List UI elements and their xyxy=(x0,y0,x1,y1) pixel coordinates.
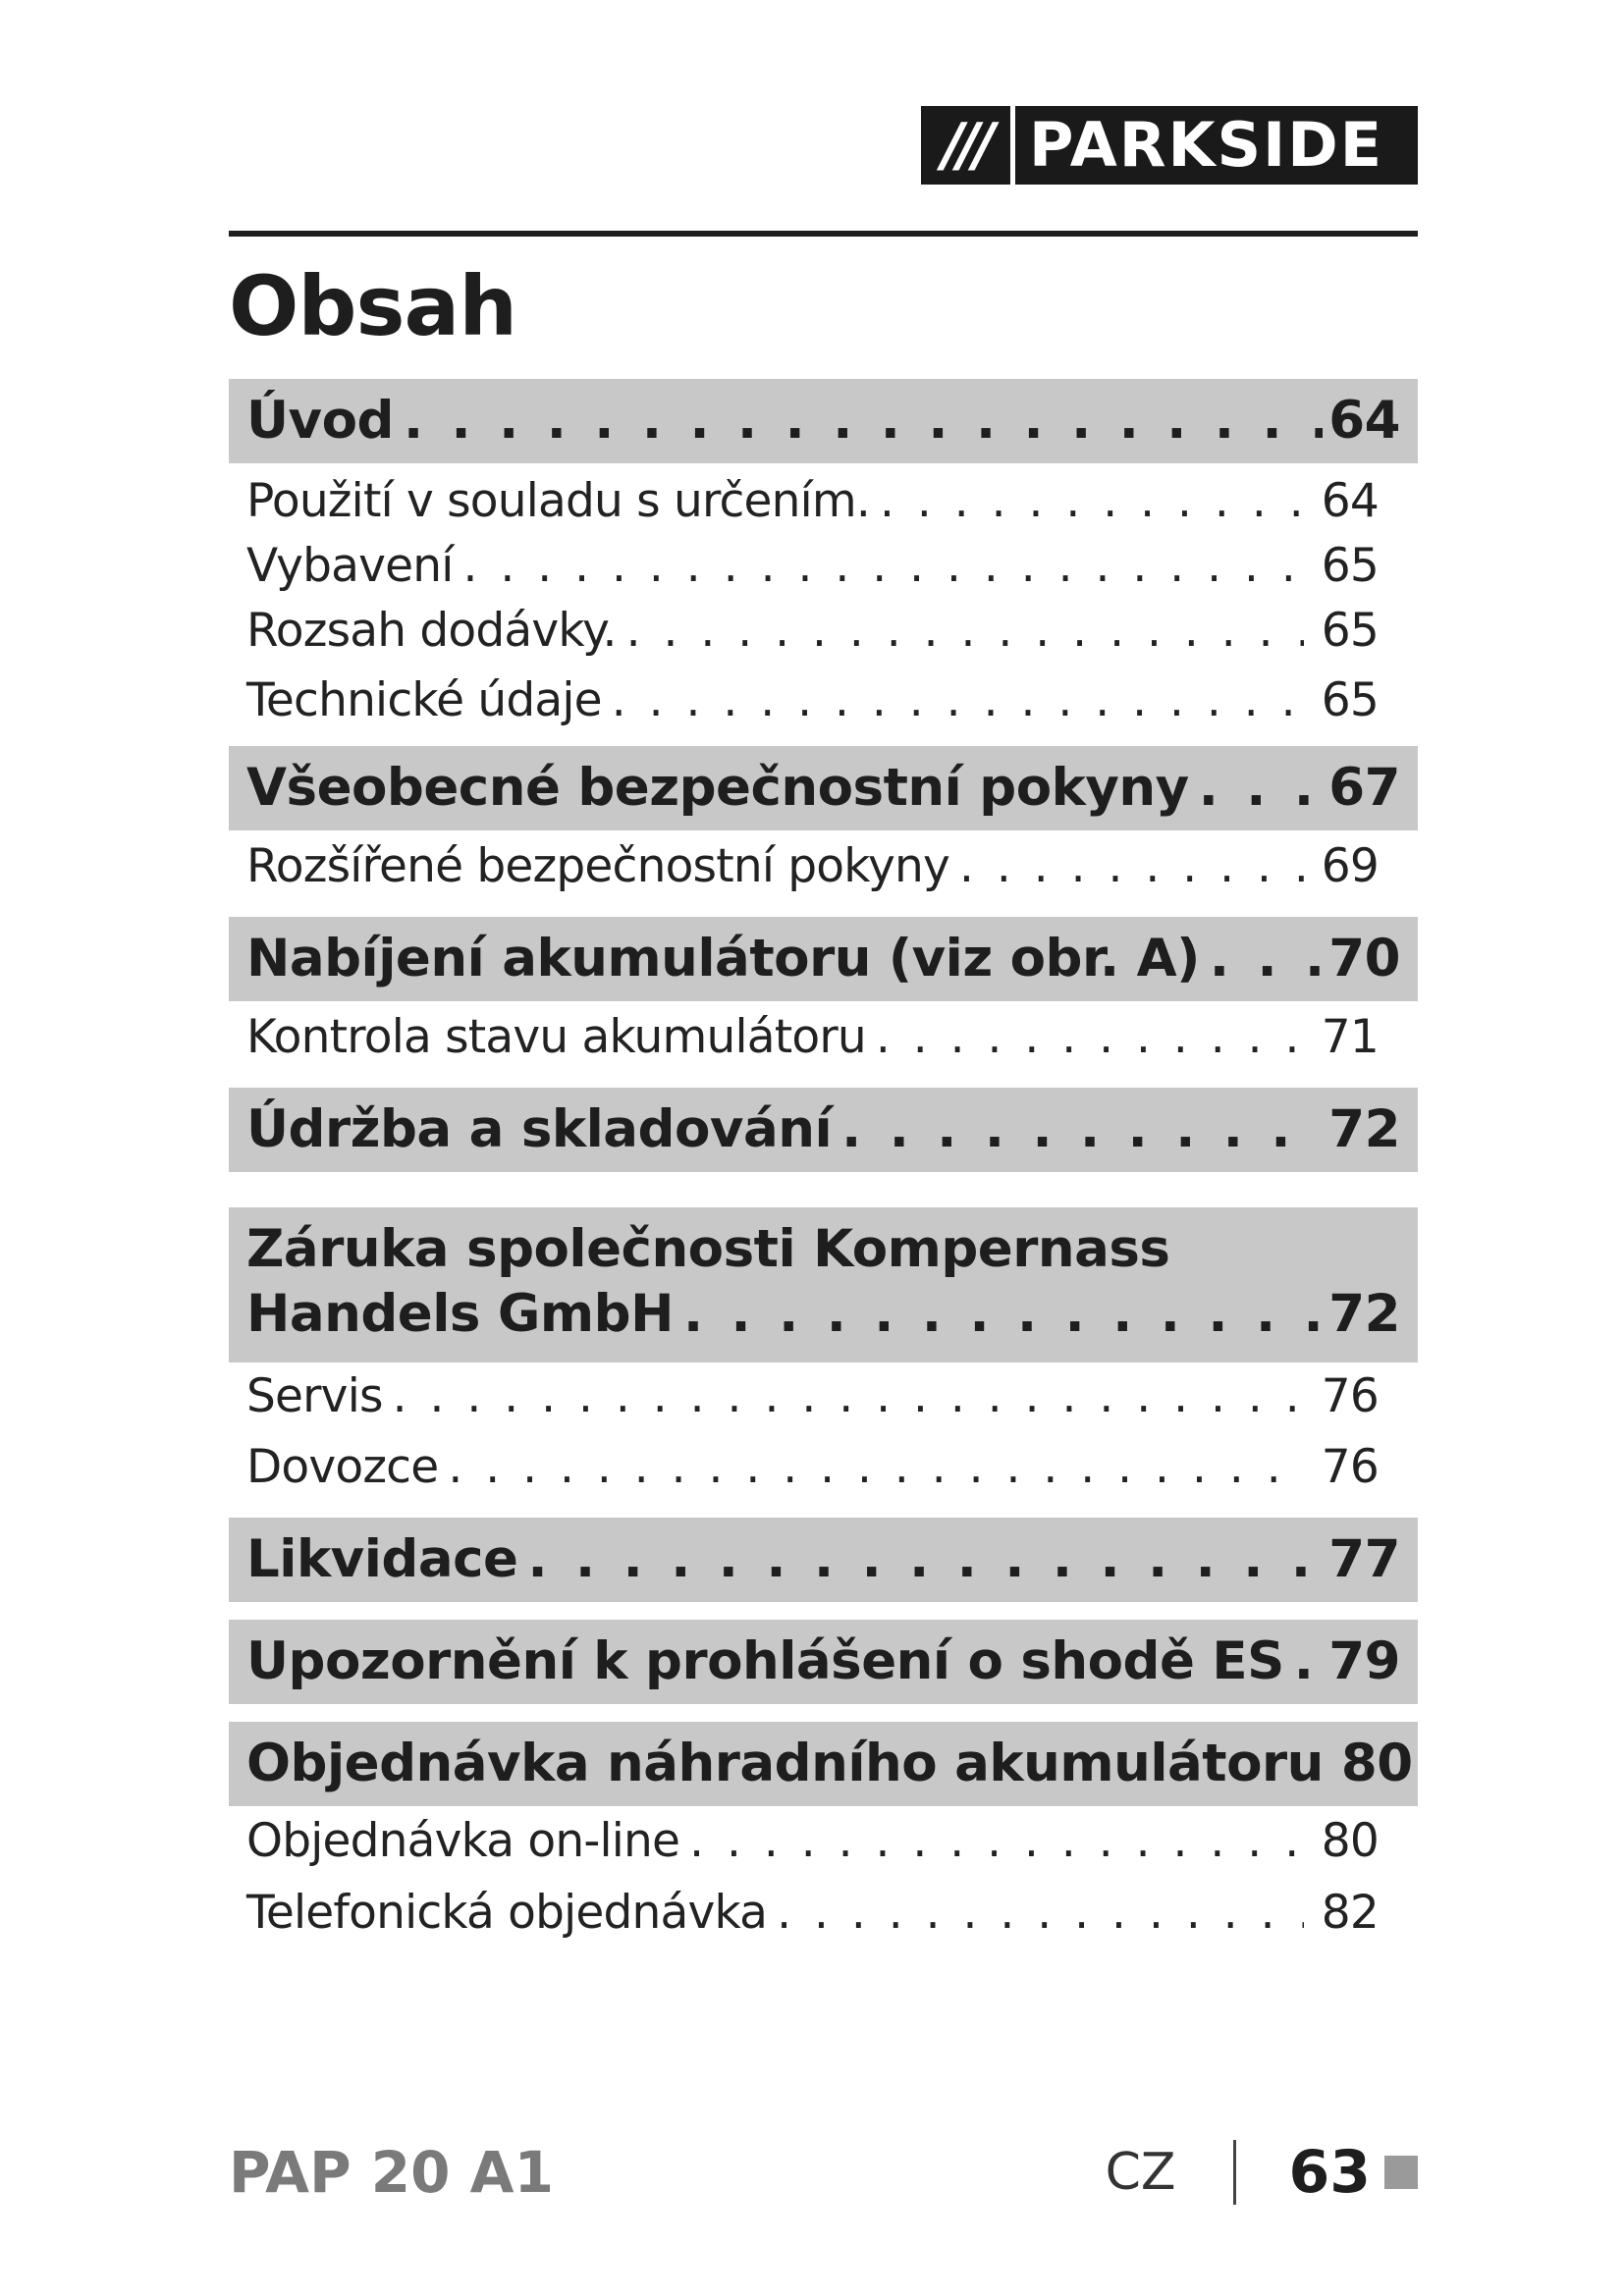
leader-dots xyxy=(448,1431,1304,1504)
toc-section-label: Údržba a skladování xyxy=(246,1099,833,1159)
toc-entry-label: Rozšířené bezpečnostní pokyny xyxy=(246,839,949,893)
toc-section-zaruka[interactable] xyxy=(229,1207,1418,1362)
leader-dots xyxy=(626,599,1304,664)
toc-entry-page: 80 xyxy=(1321,1814,1379,1868)
page-marker-square xyxy=(1384,2156,1418,2189)
toc-section-page: 79 xyxy=(1328,1631,1400,1691)
toc-entry-label: Dovozce xyxy=(246,1440,439,1494)
toc-section-label: Úvod xyxy=(246,391,394,451)
toc-section-page: 70 xyxy=(1328,929,1400,988)
toc-entry-page: 71 xyxy=(1321,1010,1379,1064)
leader-dots xyxy=(1294,1620,1323,1704)
toc-section-label-line2: Handels GmbH xyxy=(246,1284,674,1344)
toc-entry[interactable] xyxy=(229,469,1418,534)
leader-dots xyxy=(880,469,1304,534)
toc-section-upozorneni[interactable] xyxy=(229,1620,1418,1704)
logo-text: PARKSIDE xyxy=(1029,109,1384,181)
leader-dots xyxy=(463,534,1304,599)
toc-entry-page: 69 xyxy=(1321,839,1379,893)
toc-entry-label: Rozsah dodávky. xyxy=(246,604,617,658)
leader-dots xyxy=(689,1806,1304,1877)
toc-section-label: Likvidace xyxy=(246,1529,518,1589)
toc-entry-label: Kontrola stavu akumulátoru xyxy=(246,1010,866,1064)
leader-dots xyxy=(404,379,1323,463)
toc-section-page: 77 xyxy=(1328,1529,1400,1589)
logo-stripes: /// xyxy=(921,106,1015,185)
toc-entry-label: Technické údaje xyxy=(246,673,602,727)
toc-entry-page: 64 xyxy=(1321,474,1379,528)
footer-separator xyxy=(1233,2140,1236,2205)
leader-dots xyxy=(612,664,1304,738)
toc-entry[interactable] xyxy=(229,1001,1418,1074)
page-title: Obsah xyxy=(229,258,517,354)
toc-section-likvidace[interactable] xyxy=(229,1518,1418,1602)
toc-section-objednavka[interactable] xyxy=(229,1722,1418,1806)
toc-entry[interactable] xyxy=(229,1431,1418,1504)
footer-model-name: PAP 20 A1 xyxy=(229,2139,554,2206)
toc-entry-label: Objednávka on-line xyxy=(246,1814,680,1868)
parkside-logo xyxy=(921,106,1418,185)
toc-section-label: Všeobecné bezpečnostní pokyny xyxy=(246,758,1189,818)
toc-entry[interactable] xyxy=(229,830,1418,903)
toc-section-vseobecne[interactable] xyxy=(229,746,1418,830)
toc-section-nabijeni[interactable] xyxy=(229,917,1418,1001)
leader-dots xyxy=(527,1518,1323,1602)
leader-dots xyxy=(683,1278,1323,1351)
toc-entry-label: Vybavení xyxy=(246,539,454,593)
toc-section-udrzba[interactable] xyxy=(229,1088,1418,1172)
toc-entry-label: Použití v souladu s určením. xyxy=(246,474,871,528)
toc-entry[interactable] xyxy=(229,1806,1418,1877)
toc-entry-page: 65 xyxy=(1321,604,1379,658)
toc-entry-page: 76 xyxy=(1321,1440,1379,1494)
toc-section-page: 80 xyxy=(1340,1734,1413,1793)
footer-page-info xyxy=(1106,2138,1418,2207)
leader-dots xyxy=(777,1877,1304,1949)
toc-entry-page: 82 xyxy=(1321,1886,1379,1940)
toc-entry[interactable] xyxy=(229,664,1418,738)
toc-entry-label: Telefonická objednávka xyxy=(246,1886,768,1940)
leader-dots xyxy=(1199,746,1324,830)
toc-section-label: Nabíjení akumulátoru (viz obr. A) xyxy=(246,929,1200,988)
toc-section-uvod[interactable] xyxy=(229,379,1418,463)
leader-dots xyxy=(959,830,1304,903)
leader-dots xyxy=(876,1001,1304,1074)
leader-dots xyxy=(841,1088,1323,1172)
toc-section-label: Upozornění k prohlášení o shodě ES xyxy=(246,1631,1284,1691)
toc-section-page: 67 xyxy=(1328,758,1400,818)
footer-page-number: 63 xyxy=(1288,2138,1371,2207)
toc-entry[interactable] xyxy=(229,534,1418,599)
toc-section-page: 72 xyxy=(1328,1099,1400,1159)
leader-dots xyxy=(393,1362,1304,1431)
toc-entry[interactable] xyxy=(229,1877,1418,1949)
leader-dots xyxy=(1210,917,1323,1001)
header-rule xyxy=(229,231,1418,237)
toc-entry-page: 65 xyxy=(1321,539,1379,593)
toc-section-page: 72 xyxy=(1328,1284,1400,1344)
table-of-contents xyxy=(229,379,1418,1949)
toc-entry[interactable] xyxy=(229,599,1418,664)
footer-language: CZ xyxy=(1105,2143,1176,2202)
toc-section-page: 64 xyxy=(1328,391,1400,451)
toc-entry-page: 76 xyxy=(1321,1369,1379,1423)
toc-entry-label: Servis xyxy=(246,1369,383,1423)
toc-entry[interactable] xyxy=(229,1362,1418,1431)
toc-entry-page: 65 xyxy=(1321,673,1379,727)
toc-section-label-line1: Záruka společnosti Kompernass xyxy=(246,1219,1170,1279)
toc-section-label: Objednávka náhradního akumulátoru xyxy=(246,1734,1324,1793)
